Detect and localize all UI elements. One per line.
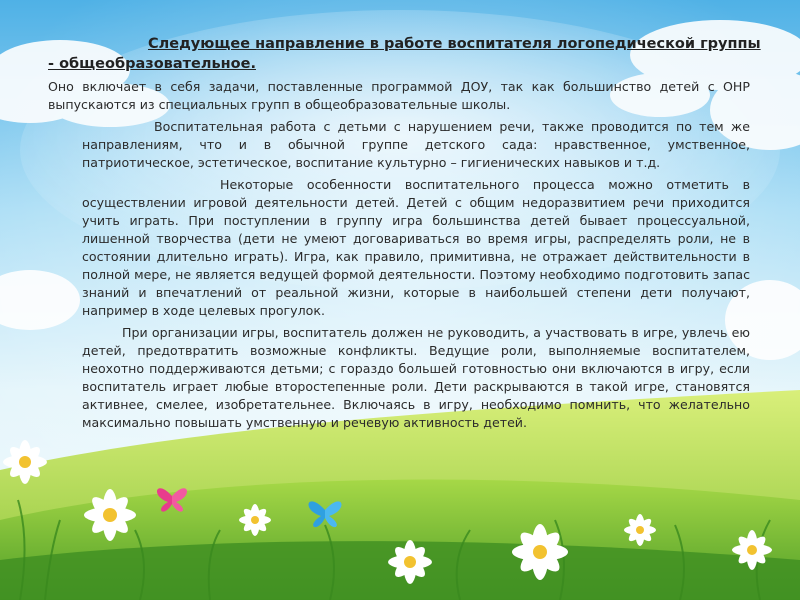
paragraph-3: Некоторые особенности воспитательного процесса можно отметить в осуществлении игровой деятельности детей. Детей с общим недоразвитием речи приходится учить играть. При поступлении в группу игра большинства детей бывает процессуальной, лишенной творчества (дети не умеют договариваться во время игры, распределять роли, не в состоянии длительно играть). Игра, как правило, примитивна, не отражает действительности в полной мере, не является ведущей формой деятельности. Поэтому необходимо подготовить запас знаний и впечатлений от реальной жизни, которые в наибольшей степени дети получают, например в ходе целевых прогулок. xyxy=(82,177,750,318)
slide-title xyxy=(48,34,768,74)
slide-body xyxy=(48,78,750,436)
paragraph-2: Воспитательная работа с детьми с нарушением речи, также проводится по тем же направлениям, что и в обычной группе детского сада: нравственное, умственное, патриотическое, эстетическое, воспитание культурно – гигиенических навыков и т.д. xyxy=(82,119,750,170)
title-text: Следующее направление в работе воспитателя логопедической группы - общеобразовательное. xyxy=(48,36,761,72)
paragraph-1: Оно включает в себя задачи, поставленные программой ДОУ, так как большинство детей с ОНР выпускаются из специальных групп в общеобразовательные школы. xyxy=(48,79,750,112)
paragraph-4: При организации игры, воспитатель должен не руководить, а участвовать в игре, увлечь ею детей, предотвратить возможные конфликты. Ведущие роли, выполняемые воспитателем, неохотно поддерживаются детьми; с гораздо большей готовностью они включаются в игру, если воспитатель играет любые второстепенные роли. Дети раскрываются в такой игре, становятся активнее, смелее, изобретательнее. Включаясь в игру, необходимо помнить, что желательно максимально повышать умственную и речевую активность детей. xyxy=(82,325,750,430)
